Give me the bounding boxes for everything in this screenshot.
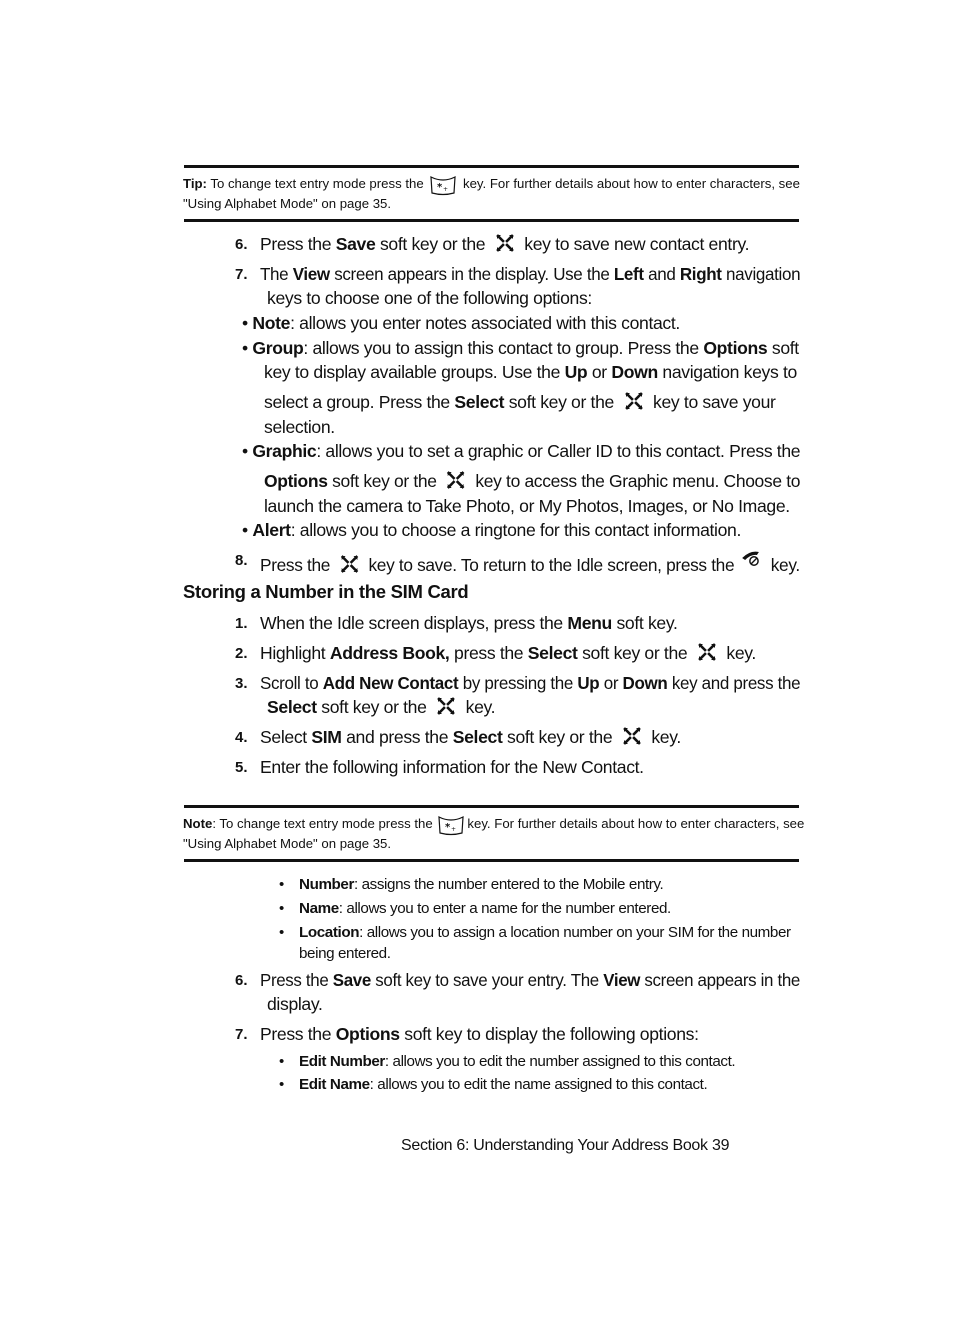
tip-bottom-rule xyxy=(184,219,799,222)
note-text: : To change text entry mode press the xyxy=(212,816,437,831)
select-key-icon xyxy=(446,470,466,490)
option-graphic-line: launch the camera to Take Photo, or My Photos, Images, or No Image. xyxy=(264,496,790,516)
star-key-icon xyxy=(430,174,456,196)
field-name: Name: allows you to enter a name for the number entered. xyxy=(299,900,671,917)
select-key-icon xyxy=(624,391,644,411)
tip-top-rule xyxy=(184,165,799,168)
bullet: • xyxy=(279,1053,285,1070)
note-line-1 xyxy=(183,814,805,836)
bullet: • xyxy=(279,924,285,941)
option-alert: • Alert: allows you to choose a ringtone for this contact information. xyxy=(242,520,742,540)
select-key-icon xyxy=(339,554,359,574)
step-text: Press the key to save. To return to the Idle screen, press the key. xyxy=(260,549,800,576)
option-group-line: select a group. Press the Select soft key or the key to save your xyxy=(264,392,776,412)
step-text: The View screen appears in the display. Use the Left and Right navigation xyxy=(260,264,801,284)
section-heading: Storing a Number in the SIM Card xyxy=(183,581,469,602)
tip-line-2: "Using Alphabet Mode" on page 35. xyxy=(183,196,392,211)
tip-text: To change text entry mode press the xyxy=(206,176,428,191)
note-label: Note xyxy=(183,816,213,831)
step-number: 4. xyxy=(235,729,248,746)
bullet: • xyxy=(279,900,285,917)
option-note: • Note: allows you enter notes associated with this contact. xyxy=(242,313,680,333)
option-group-line: key to display available groups. Use the Up or Down navigation keys to xyxy=(264,362,797,382)
note-top-rule xyxy=(184,805,799,808)
end-key-icon xyxy=(741,549,763,569)
page-number: 39 xyxy=(712,1137,730,1154)
bullet: • xyxy=(279,1076,285,1093)
step-text: When the Idle screen displays, press the Menu soft key. xyxy=(260,613,678,633)
step-number: 7. xyxy=(235,1026,248,1043)
note-line-2: "Using Alphabet Mode" on page 35. xyxy=(183,836,392,851)
step-number: 6. xyxy=(235,236,248,253)
option-graphic-line: Options soft key or the key to access the Graphic menu. Choose to xyxy=(264,471,801,491)
note-text: key. For further details about how to enter characters, see xyxy=(467,816,805,831)
footer-section: Section 6: Understanding Your Address Book xyxy=(401,1137,708,1154)
tip-text: key. For further details about how to enter characters, see xyxy=(459,176,800,191)
select-key-icon xyxy=(697,642,717,662)
option-group-line: selection. xyxy=(264,417,335,437)
step-text: Press the Save soft key or the key to save new contact entry. xyxy=(260,234,750,254)
select-key-icon xyxy=(436,696,456,716)
step-text: display. xyxy=(267,994,323,1014)
field-location-line: being entered. xyxy=(299,945,391,962)
step-number: 2. xyxy=(235,645,248,662)
step-text: Press the Options soft key to display the following options: xyxy=(260,1024,699,1044)
option-group: • Group: allows you to assign this contact to group. Press the Options soft xyxy=(242,338,799,358)
star-key-icon xyxy=(438,814,464,836)
step-text: Press the Save soft key to save your entry. The View screen appears in the xyxy=(260,970,800,990)
step-text: Highlight Address Book, press the Select soft key or the key. xyxy=(260,643,756,663)
note-bottom-rule xyxy=(184,859,799,862)
note-box xyxy=(183,814,805,851)
tip-label: Tip: xyxy=(183,176,207,191)
step-text: Enter the following information for the New Contact. xyxy=(260,757,644,777)
select-key-icon xyxy=(622,726,642,746)
tip-line-1 xyxy=(183,174,799,196)
step-number: 5. xyxy=(235,759,248,776)
step-number: 6. xyxy=(235,972,248,989)
step-number: 3. xyxy=(235,675,248,692)
step-text: Scroll to Add New Contact by pressing the Up or Down key and press the xyxy=(260,673,801,693)
select-key-icon xyxy=(495,233,515,253)
tip-box xyxy=(183,174,799,211)
option-edit-number: Edit Number: allows you to edit the number assigned to this contact. xyxy=(299,1053,736,1070)
field-location: Location: allows you to assign a location number on your SIM for the number xyxy=(299,924,791,941)
step-text: Select soft key or the key. xyxy=(267,697,496,717)
option-edit-name: Edit Name: allows you to edit the name assigned to this contact. xyxy=(299,1076,708,1093)
step-text: Select SIM and press the Select soft key or the key. xyxy=(260,727,681,747)
option-graphic: • Graphic: allows you to set a graphic or Caller ID to this contact. Press the xyxy=(242,441,801,461)
step-text: keys to choose one of the following options: xyxy=(267,288,592,308)
step-number: 8. xyxy=(235,552,248,569)
step-number: 7. xyxy=(235,266,248,283)
bullet: • xyxy=(279,876,285,893)
step-number: 1. xyxy=(235,615,248,632)
field-number: Number: assigns the number entered to the Mobile entry. xyxy=(299,876,664,893)
